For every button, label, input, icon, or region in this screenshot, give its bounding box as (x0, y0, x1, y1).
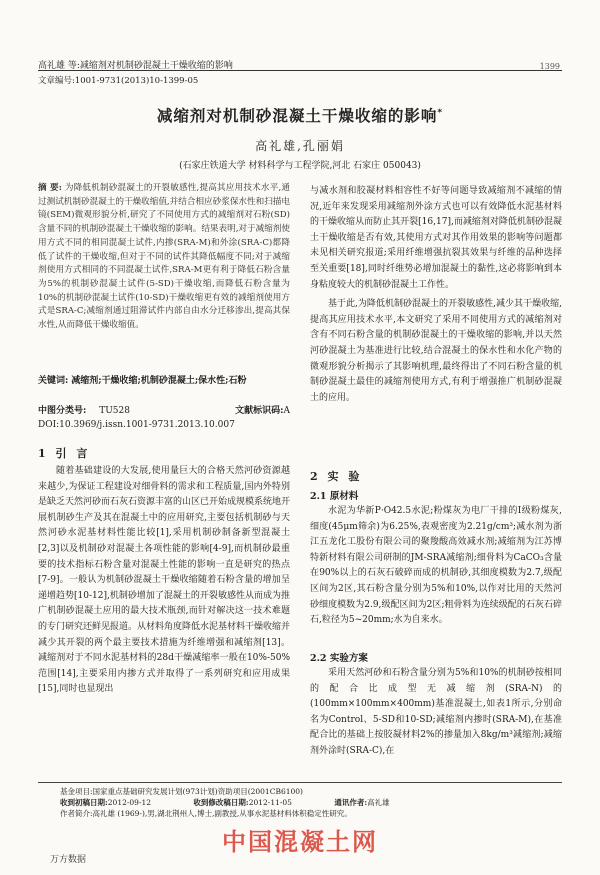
right-paragraph-1: 与减水剂和胶凝材料相容性不好等问题导致减缩剂不减缩的情况,近年来发现采用减缩剂外涂方式也可以有效降低水泥基材料的干燥收缩从而防止其开裂[16,17],而减缩剂对降低机制砂混凝土干燥收缩是否有效,其使用方式对其作用效果的影响等问题都未见相关研究报道;采用纤维增强抗裂其效果与纤维的品种选择至关重要[18],同时纤维势必增加混凝土的黏性,这必将影响到本身粘度较大的机制砂混凝土工作性。 (310, 186, 562, 290)
clc-label: 中图分类号: (38, 406, 87, 416)
title-text: 减缩剂对机制砂混凝土干燥收缩的影响 (156, 107, 438, 125)
clc-code: TU528 (99, 406, 130, 416)
doc-code: A (283, 406, 290, 416)
section-intro-heading: 1 引 言 (38, 447, 91, 460)
keywords-text: 减缩剂;干燥收缩;机制砂混凝土;保水性;石粉 (71, 376, 247, 386)
title-footnote-mark: * (437, 107, 444, 118)
contact-name: 高礼雄 (367, 798, 390, 807)
source-mark: 万方数据 (50, 855, 87, 865)
received-label: 收到初稿日期: (60, 798, 108, 807)
doc-code-label: 文献标识码: (235, 406, 284, 416)
abstract (38, 182, 290, 333)
footnote-rule (38, 782, 562, 783)
article-number: 文章编号:1001-9731(2013)10-1399-05 (38, 76, 199, 86)
keywords (38, 374, 290, 388)
revised-date: 2012-11-05 (248, 798, 292, 807)
fund-text: 基金项目:国家重点基础研究发展计划(973计划)资助项目(2001CB6100) (60, 787, 303, 796)
footnote-dates (60, 797, 560, 808)
scheme-body (310, 666, 562, 760)
section-exp-heading: 2 实 验 (310, 470, 363, 483)
running-header: 高礼雄 等:减缩剂对机制砂混凝土干燥收缩的影响 (38, 61, 233, 71)
doi: DOI:10.3969/j.issn.1001-9731.2013.10.007 (38, 420, 235, 430)
abstract-label: 摘 要: (38, 183, 62, 193)
subsection-materials: 2.1 原材料 (310, 491, 359, 502)
contact-label: 通讯作者: (334, 798, 368, 807)
keywords-label: 关键词: (38, 376, 69, 386)
footnote-fund (60, 786, 560, 797)
subsection-scheme: 2.2 实验方案 (310, 653, 368, 664)
received-date: 2012-09-12 (107, 798, 152, 807)
materials-body (310, 504, 562, 629)
watermark-logo: 中国混凝土网 (222, 828, 378, 856)
abstract-text: 为降低机制砂混凝土的开裂敏感性,提高其应用技术水平,通过测试机制砂混凝土的干燥收缩值,并结合相应砂浆保水性和扫描电镜(SEM)微观形貌分析,研究了不同使用方式的减缩剂对石粉(SD)含量不同的机制砂混凝土干燥收缩的影响。结果表明,对于减缩剂使用方式不同的相同混凝土试件,内掺(SRA-M)和外涂(SRA-C)都降低了试件的干燥收缩,但对于不同的试件其降低幅度不同;对于减缩剂使用方式相同的不同混凝土试件,SRA-M更有利于降低石粉含量为5%的机制砂混凝土试件(5-SD)干燥收缩,而降低石粉含量为10%的机制砂混凝土试件(10-SD)干燥收缩更有效的减缩剂使用方式是SRA-C;减缩剂通过阻滞试件内部自由水分迁移渗出,提高其保水性,从而降低干燥收缩值。 (38, 183, 291, 331)
header-rule (38, 70, 562, 71)
affiliation: (石家庄铁道大学 材料科学与工程学院,河北 石家庄 050043) (179, 161, 421, 171)
right-column (310, 184, 562, 406)
intro-body (38, 464, 290, 698)
classification-line (38, 404, 290, 418)
paper-title (0, 104, 600, 126)
footnote-bio: 作者简介:高礼雄 (1969-),男,湖北荆州人,博士,副教授,从事水泥基材料体积稳定性研究。 (60, 809, 352, 818)
revised-label: 收到修改稿日期: (193, 798, 249, 807)
scheme-paragraph: 采用天然河砂和石粉含量分别为5%和10%的机制砂按相同的配合比成型无减缩剂(SRA-N)的(100mm×100mm×400mm)基准混凝土,如表1所示,分别命名为Control、5-SD和10-SD;减缩剂内掺时(SRA-M),在基准配合比的基础上按胶凝材料2%的掺量加入8kg/m³减缩剂;减缩剂外涂时(SRA-C),在 (310, 668, 562, 756)
page-number: 1399 (539, 62, 560, 71)
materials-paragraph: 水泥为华新P·O42.5水泥;粉煤灰为电厂干排的Ⅰ级粉煤灰,细度(45μm筛余)为6.25%,表观密度为2.21g/cm³;减水剂为浙江五龙化工股份有限公司的聚羧酸高效减水剂;减缩剂为江苏博特新材料有限公司研制的JM-SRA减缩剂;细骨料为CaCO₃含量在90%以上的石灰石破碎而成的机制砂,其细度模数为2.7,级配区间为2区,其石粉含量分别为5%和10%,以作对比用的天然河砂细度模数为2.9,级配区间为2区;粗骨料为连续级配的石灰石碎石,粒径为5~20mm;水为自来水。 (310, 506, 562, 626)
authors: 高礼雄,孔丽娟 (255, 139, 345, 153)
intro-paragraph: 随着基础建设的大发展,使用量巨大的合格天然河砂资源越来越少,为保证工程建设对细骨料的需求和工程质量,国内外特别是缺乏天然河砂而石灰石资源丰富的山区已开始成规模系统地开展机制砂生产及其在混凝土中的应用研究,主要包括机制砂与天然河砂水泥基材料性能比较[1],采用机制砂制备新型混凝土[2,3]以及机制砂对混凝土各项性能的影响[4-9],而机制砂最重要的技术指标石粉含量对混凝土性能的影响一直是研究的热点[7-9]。一般认为机制砂混凝土干燥收缩随着石粉含量的增加呈递增趋势[10-12],机制砂增加了混凝土的开裂敏感性从而成为推广机制砂混凝土应用的最大技术瓶颈,而针对解决这一技术难题的专门研究还鲜见报道。从材料角度降低水泥基材料干燥收缩并减少其开裂的两个最主要技术措施为纤维增强和减缩剂[13]。减缩剂对于不同水泥基材料的28d干燥减缩率一般在10%-50%范围[14],主要采用内掺方式并取得了一系列研究和应用成果[15],同时也显现出 (38, 466, 291, 695)
right-paragraph-2: 基于此,为降低机制砂混凝土的开裂敏感性,减少其干燥收缩,提高其应用技术水平,本文研究了采用不同使用方式的减缩剂对含有不同石粉含量的机制砂混凝土的干燥收缩的影响,并以天然河砂混凝土为基准进行比较,结合混凝土的保水性和水化产物的微观形貌分析揭示了其影响机理,最终得出了不同石粉含量的机制砂混凝土最佳的减缩剂使用方式,有利于增强推广机制砂混凝土的应用。 (310, 299, 562, 403)
